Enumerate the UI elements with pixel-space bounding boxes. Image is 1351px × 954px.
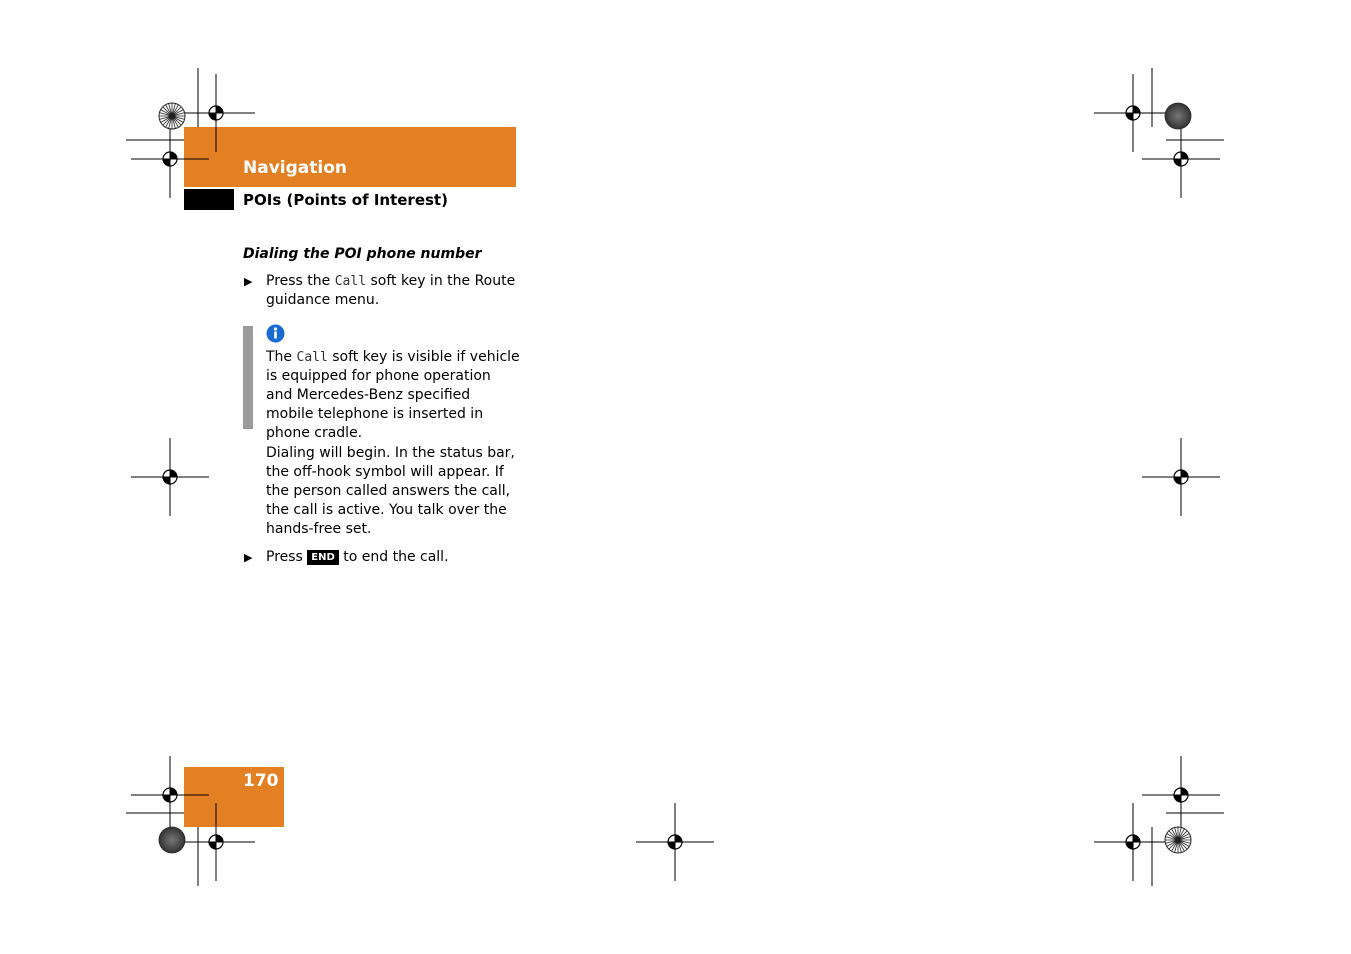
step-text-post: to end the call. — [338, 549, 449, 565]
end-key-icon: END — [307, 550, 339, 565]
bullet-arrow-icon: ▶ — [244, 275, 253, 288]
chapter-title: Navigation — [243, 158, 347, 178]
call-softkey-label: Call — [334, 274, 367, 289]
result-text: Dialing will begin. In the status bar, the off-hook symbol will appear. If the person called answers the call, the call is active. You talk over the hands-free set. — [266, 445, 515, 537]
page-number: 170 — [243, 771, 279, 791]
step-text-pre: Press the — [266, 273, 335, 289]
subsection-title: POIs (Points of Interest) — [243, 191, 448, 209]
step-text-pre: Press — [266, 549, 308, 565]
note-text-pre: The — [266, 349, 297, 365]
bullet-arrow-icon: ▶ — [244, 551, 253, 564]
call-softkey-label: Call — [296, 350, 328, 365]
step-text-post: soft key in the Route guidance menu. — [266, 273, 516, 308]
procedure-heading: Dialing the POI phone number — [243, 246, 482, 262]
note-text-post: soft key is visible if vehicle is equipped for phone operation and Mercedes-Benz specified mobile telephone is inserted in phone cradle. — [266, 349, 520, 441]
